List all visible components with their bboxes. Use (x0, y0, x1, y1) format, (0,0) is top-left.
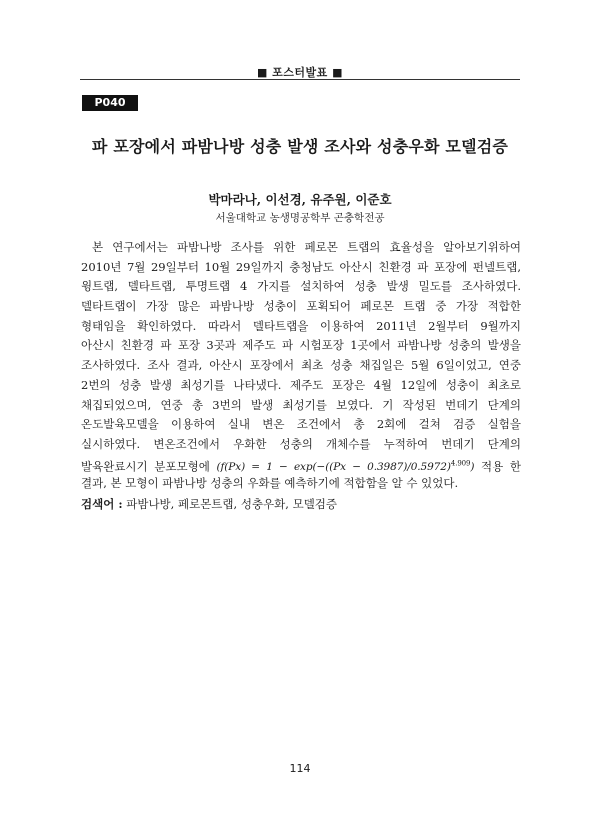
abstract-line: 채집되었으며, 연중 총 3번의 발생 최성기를 보였다. 기 작성된 번데기 단계의 (81, 397, 521, 412)
keywords (81, 496, 521, 512)
abstract-line: 실시하였다. 변온조건에서 우화한 성충의 개체수를 누적하여 번데기 단계의 (81, 436, 521, 451)
abstract-formula-line (81, 455, 521, 475)
distribution-formula: ($f(Px) = 1 - \exp(-((Px - 0.3987)/0.5972)^{4.909})$ (216, 459, 475, 474)
abstract-line: 윙트랩, 델타트랩, 투명트랩 4 가지를 설치하여 성충 발생 밀도를 조사하였다. (81, 279, 521, 294)
paper-title: 파 포장에서 파밤나방 성충 발생 조사와 성충우화 모델검증 (91, 137, 509, 156)
paper-authors: 박마라나, 이선경, 유주원, 이준호 (208, 192, 392, 207)
abstract-line: 결과, 본 모형이 파밤나방 성충의 우화를 예측하기에 적합함을 알 수 있었다. (81, 476, 459, 491)
section-header: ■ 포스터발표 ■ (256, 66, 344, 79)
abstract-line: 온도발육모델을 이용하여 실내 변온 조건에서 총 2회에 걸쳐 검증 실험을 (81, 417, 521, 432)
page-number: 114 (289, 762, 311, 775)
abstract-line: 조사하였다. 조사 결과, 아산시 포장에서 최초 성충 채집일은 5월 6일이었고, 연중 (81, 358, 521, 373)
paper-code-badge: P040 (82, 95, 138, 111)
abstract-body (81, 238, 521, 494)
formula-exponent: 4.909 (450, 459, 471, 468)
abstract-line: 델타트랩이 가장 많은 파밤나방 성충이 포획되어 페로몬 트랩 중 가장 적합한 (81, 299, 521, 314)
abstract-line: 2번의 성충 발생 최성기를 나타냈다. 제주도 포장은 4월 12일에 성충이 최초로 (81, 377, 521, 392)
header-rule (80, 79, 520, 80)
keywords-list: 파밤나방, 페로몬트랩, 성충우화, 모델검증 (126, 497, 338, 511)
abstract-line: 2010년 7월 29일부터 10월 29일까지 충청남도 아산시 친환경 파 포장에 펀넬트랩, (81, 259, 521, 274)
abstract-line: 형태임을 확인하였다. 따라서 델타트랩을 이용하여 2011년 2월부터 9월까지 (81, 318, 521, 333)
formula-lead-text: 발육완료시기 분포모형에 (81, 459, 210, 474)
formula-trail-text: 적용 한 (481, 459, 522, 474)
keywords-label: 검색어 : (81, 497, 123, 511)
paper-affiliation: 서울대학교 농생명공학부 곤충학전공 (215, 212, 385, 224)
abstract-line: 아산시 친환경 파 포장 3곳과 제주도 파 시험포장 1곳에서 파밤나방 성충의 발생을 (81, 338, 521, 353)
abstract-line: 본 연구에서는 파밤나방 조사를 위한 페로몬 트랩의 효율성을 알아보기위하여 (92, 240, 521, 254)
